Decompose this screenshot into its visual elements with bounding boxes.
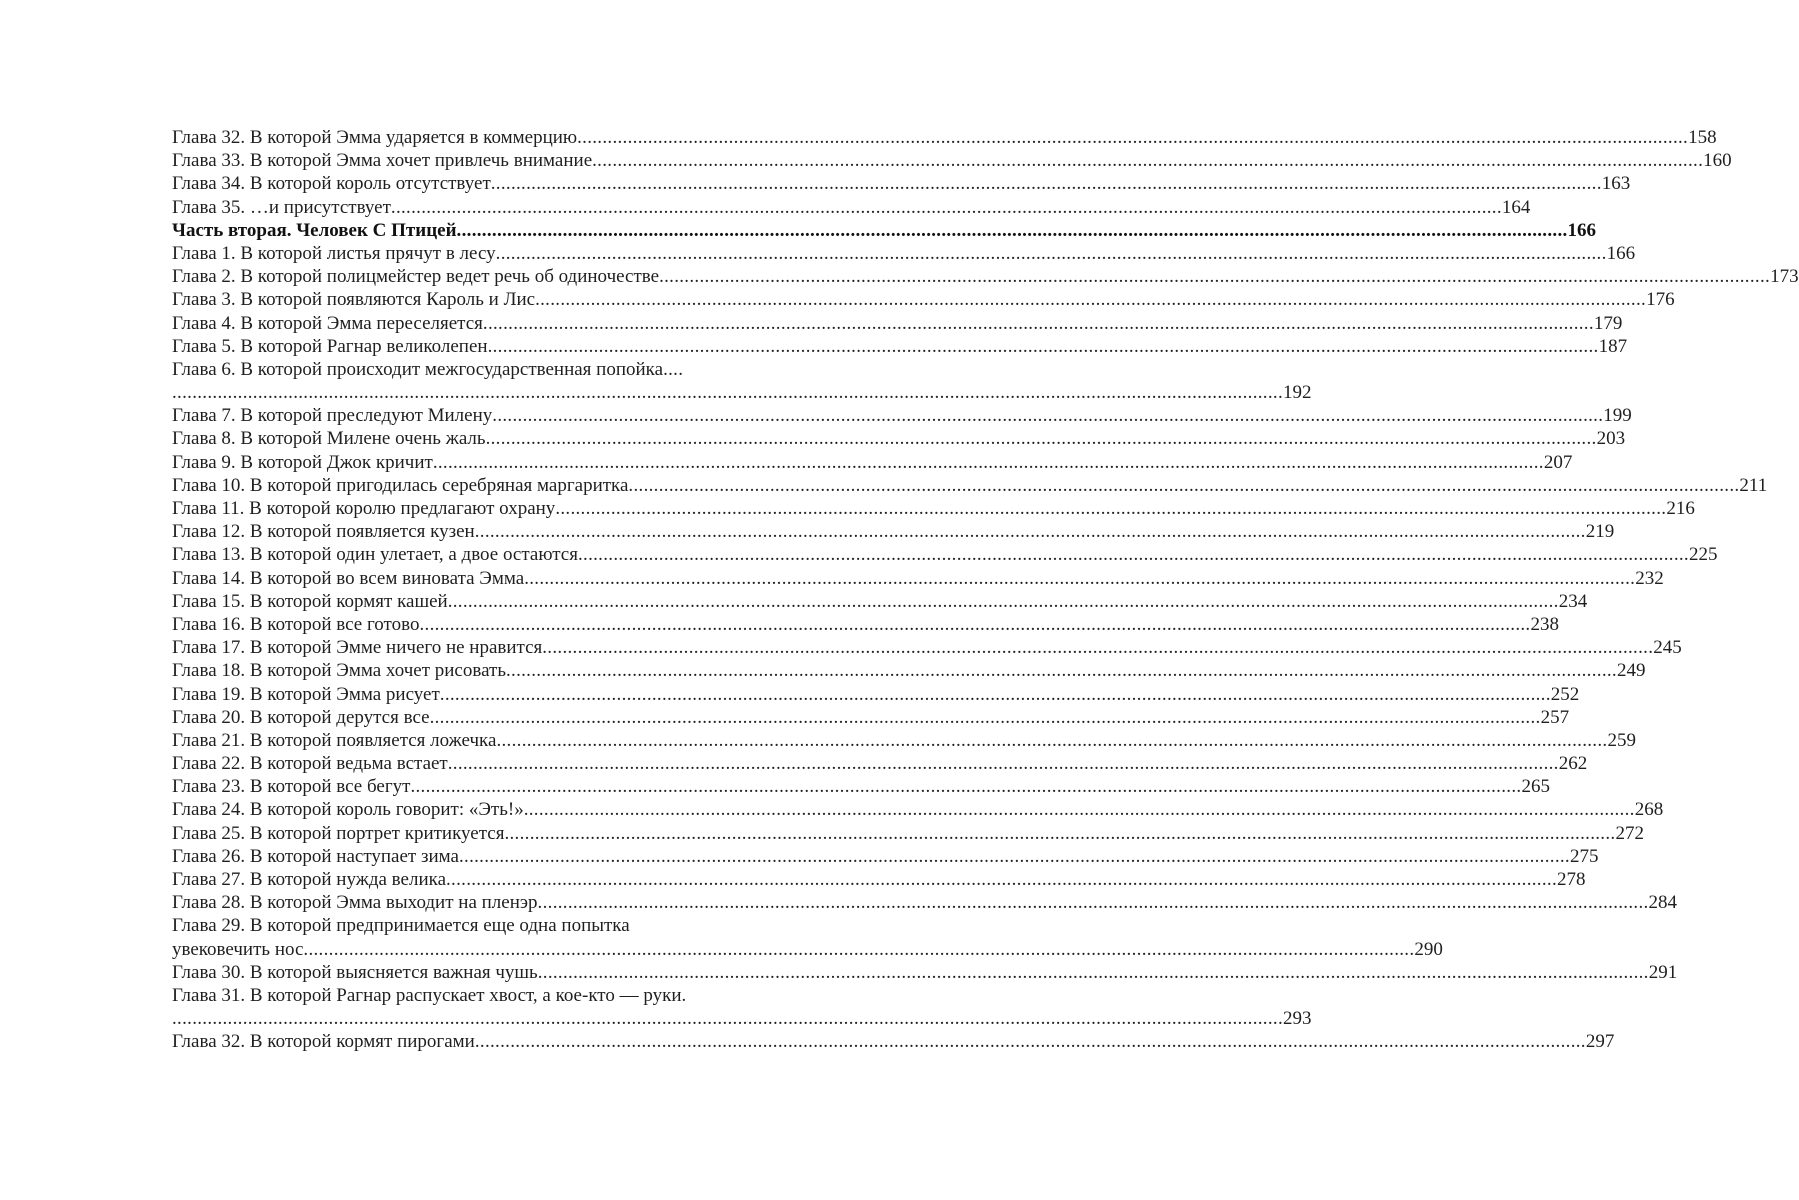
toc-entry <box>172 451 1573 475</box>
toc-entry <box>172 150 1732 173</box>
toc-entry-title: Глава 32. В которой Эмма ударяется в коммерцию <box>172 127 578 148</box>
toc-dot-leader: ............................................................................................................................................................................................................................ <box>419 613 1531 635</box>
toc-entry-title: Глава 7. В которой преследуют Милену <box>172 405 493 427</box>
toc-page-number: 259 <box>1607 729 1636 751</box>
toc-page-number: 211 <box>1739 474 1768 496</box>
toc-entry-title: Глава 30. В которой выясняется важная чушь <box>172 961 538 983</box>
table-of-contents <box>172 127 1799 1055</box>
toc-entry-title: Глава 18. В которой Эмма хочет рисовать <box>172 660 506 682</box>
toc-dot-leader: ............................................................................................................................................................................................................................ <box>523 799 1635 821</box>
toc-dot-leader: ............................................................................................................................................................................................................................ <box>458 845 1570 867</box>
toc-page-number: 207 <box>1543 451 1573 473</box>
toc-entry-title: Глава 2. В которой полицмейстер ведет речь об одиночестве <box>172 266 660 288</box>
toc-entry <box>172 196 1531 220</box>
toc-entry-title: Глава 33. В которой Эмма хочет привлечь внимание <box>172 150 593 172</box>
toc-dot-leader: ............................................................................................................................................................................................................................ <box>490 173 1602 195</box>
toc-entry <box>172 266 1799 289</box>
toc-page-number: 284 <box>1648 892 1678 914</box>
toc-dot-leader: ............................................................................................................................................................................................................................ <box>492 405 1604 427</box>
toc-entry-title: увековечить нос <box>172 938 304 960</box>
toc-dot-leader: ............................................................................................................................................................................................................................ <box>172 382 1283 404</box>
toc-entry <box>172 938 1443 962</box>
toc-page-number: 187 <box>1598 335 1628 357</box>
toc-entry <box>172 382 1312 405</box>
toc-entry-title: Глава 35. …и присутствует <box>172 196 391 218</box>
toc-dot-leader: ............................................................................................................................................................................................................................ <box>537 961 1649 983</box>
toc-dot-leader: ............................................................................................................................................................................................................................ <box>474 521 1586 543</box>
toc-entry-title: Глава 34. В которой король отсутствует <box>172 173 491 195</box>
toc-page-number: 160 <box>1703 150 1732 172</box>
toc-entry <box>172 544 1718 567</box>
toc-page-number: 158 <box>1688 127 1717 148</box>
toc-entry <box>172 753 1588 776</box>
toc-entry <box>172 474 1768 498</box>
toc-dot-leader: ............................................................................................................................................................................................................................ <box>447 590 1559 612</box>
toc-dot-leader: ............................................................................................................................................................................................................................ <box>482 312 1594 334</box>
toc-entry-title: Глава 4. В которой Эмма переселяется <box>172 312 483 334</box>
toc-entry <box>172 822 1644 846</box>
toc-entry <box>172 359 758 382</box>
toc-dot-leader: ............................................................................................................................................................................................................................ <box>447 753 1559 775</box>
toc-entry-title: Глава 9. В которой Джок кричит <box>172 451 433 473</box>
toc-page-number: 249 <box>1616 660 1646 682</box>
toc-entry <box>172 173 1631 196</box>
toc-dot-leader: ............................................................................................................................................................................................................................ <box>485 428 1597 450</box>
toc-page-number: 275 <box>1569 845 1599 867</box>
toc-entry-title: Глава 8. В которой Милене очень жаль <box>172 428 486 450</box>
toc-page-number: 278 <box>1557 869 1586 890</box>
toc-entry-title: Глава 32. В которой кормят пирогами <box>172 1031 475 1053</box>
toc-entry-title: Глава 28. В которой Эмма выходит на пленэр <box>172 892 538 914</box>
toc-entry <box>172 869 1586 892</box>
toc-entry <box>172 1008 1312 1031</box>
toc-page-number: 297 <box>1585 1031 1615 1053</box>
toc-dot-leader: ............................................................................................................................................................................................................................ <box>542 637 1654 659</box>
toc-page-number: 176 <box>1646 289 1675 311</box>
toc-dot-leader: ............................................................................................................................................................................................................................ <box>628 474 1740 496</box>
toc-dot-leader: ............................................................................................................................................................................................................................ <box>456 219 1568 241</box>
toc-entry <box>172 985 758 1008</box>
toc-page-number: 232 <box>1635 567 1664 589</box>
toc-dot-leader: .... <box>663 358 684 380</box>
toc-entry <box>172 683 1580 707</box>
toc-dot-leader: ............................................................................................................................................................................................................................ <box>390 196 1502 218</box>
toc-entry-title: Глава 23. В которой все бегут <box>172 776 411 798</box>
toc-page-number: 225 <box>1688 544 1718 566</box>
toc-dot-leader: ............................................................................................................................................................................................................................ <box>303 938 1415 960</box>
toc-entry <box>172 729 1636 753</box>
toc-page-number: 262 <box>1558 753 1588 775</box>
toc-page-number: 245 <box>1653 637 1682 659</box>
toc-entry-title: Глава 5. В которой Рагнар великолепен <box>172 335 488 357</box>
toc-entry-title: Глава 22. В которой ведьма встает <box>172 753 448 775</box>
toc-entry-title: Глава 17. В которой Эмме ничего не нравится <box>172 637 543 659</box>
toc-page-number: 272 <box>1615 822 1644 844</box>
toc-entry-title: Глава 20. В которой дерутся все <box>172 706 430 728</box>
toc-entry <box>172 845 1599 869</box>
toc-entry <box>172 961 1678 985</box>
toc-dot-leader: ............................................................................................................................................................................................................................ <box>429 706 1541 728</box>
toc-entry-title: Глава 24. В которой король говорит: «Эть!» <box>172 799 524 821</box>
toc-page-number: 164 <box>1501 196 1531 218</box>
toc-entry-title: Глава 3. В которой появляются Кароль и Лис <box>172 289 536 311</box>
toc-entry <box>172 637 1682 660</box>
toc-page-number: 166 <box>1567 219 1597 241</box>
toc-part-heading <box>172 219 1597 243</box>
toc-entry-title: Глава 10. В которой пригодилась серебряная маргаритка <box>172 474 629 496</box>
toc-entry-title: Глава 14. В которой во всем виновата Эмма <box>172 567 525 589</box>
toc-entry-title: Глава 1. В которой листья прячут в лесу <box>172 242 496 264</box>
toc-entry-title: Глава 21. В которой появляется ложечка <box>172 729 497 751</box>
toc-page-number: 203 <box>1596 428 1626 450</box>
toc-entry-title: Глава 26. В которой наступает зима <box>172 845 459 867</box>
toc-dot-leader: ............................................................................................................................................................................................................................ <box>537 892 1649 914</box>
toc-entry <box>172 498 1695 521</box>
toc-page-number: 219 <box>1585 521 1615 543</box>
toc-entry <box>172 242 1636 266</box>
toc-entry-title: Часть вторая. Человек С Птицей <box>172 219 457 241</box>
toc-dot-leader: ............................................................................................................................................................................................................................ <box>505 660 1617 682</box>
toc-entry-title: Глава 13. В которой один улетает, а двое остаются <box>172 544 578 566</box>
toc-dot-leader: . <box>681 984 687 1006</box>
toc-entry-title: Глава 15. В которой кормят кашей <box>172 590 448 612</box>
toc-dot-leader: ............................................................................................................................................................................................................................ <box>592 150 1704 172</box>
toc-page-number: 290 <box>1414 938 1443 960</box>
toc-dot-leader: ............................................................................................................................................................................................................................ <box>487 335 1599 357</box>
toc-entry <box>172 289 1675 312</box>
toc-dot-leader: ............................................................................................................................................................................................................................ <box>495 242 1607 264</box>
toc-entry <box>172 613 1559 637</box>
toc-page-number: 238 <box>1530 613 1559 635</box>
toc-dot-leader: ............................................................................................................................................................................................................................ <box>504 822 1616 844</box>
toc-dot-leader: ............................................................................................................................................................................................................................ <box>410 776 1522 798</box>
toc-dot-leader: ............................................................................................................................................................................................................................ <box>524 567 1636 589</box>
toc-dot-leader: ............................................................................................................................................................................................................................ <box>555 498 1667 519</box>
toc-dot-leader: ............................................................................................................................................................................................................................ <box>432 451 1544 473</box>
toc-dot-leader: ............................................................................................................................................................................................................................ <box>439 683 1551 705</box>
toc-entry <box>172 799 1664 822</box>
toc-entry-title: Глава 16. В которой все готово <box>172 613 420 635</box>
toc-entry <box>172 521 1615 544</box>
toc-dot-leader: ............................................................................................................................................................................................................................ <box>446 869 1557 890</box>
toc-entry <box>172 892 1678 915</box>
toc-dot-leader: ............................................................................................................................................................................................................................ <box>172 1008 1283 1030</box>
toc-dot-leader: ............................................................................................................................................................................................................................ <box>659 266 1771 288</box>
toc-page-number: 257 <box>1540 706 1570 728</box>
toc-entry-title: Глава 6. В которой происходит межгосударственная попойка <box>172 358 664 380</box>
toc-page-number: 291 <box>1648 961 1678 983</box>
toc-entry-title: Глава 29. В которой предпринимается еще одна попытка <box>172 915 630 937</box>
toc-page-number: 166 <box>1606 242 1636 264</box>
toc-entry-title: Глава 31. В которой Рагнар распускает хвост, а кое-кто — руки <box>172 984 682 1006</box>
toc-entry <box>172 127 1717 150</box>
toc-entry <box>172 1031 1615 1054</box>
toc-page-number: 252 <box>1550 683 1580 705</box>
toc-entry <box>172 590 1588 614</box>
toc-page-number: 234 <box>1558 590 1588 612</box>
toc-entry <box>172 915 758 938</box>
toc-dot-leader: ............................................................................................................................................................................................................................ <box>496 729 1608 751</box>
toc-page-number: 268 <box>1634 799 1664 821</box>
toc-entry <box>172 335 1628 359</box>
toc-entry <box>172 660 1646 683</box>
toc-page-number: 192 <box>1283 382 1312 404</box>
toc-entry-title: Глава 12. В которой появляется кузен <box>172 521 475 543</box>
toc-entry-title: Глава 27. В которой нужда велика <box>172 869 446 890</box>
toc-page-number: 265 <box>1521 776 1550 798</box>
toc-entry-title: Глава 25. В которой портрет критикуется <box>172 822 505 844</box>
toc-entry <box>172 428 1626 451</box>
toc-entry <box>172 312 1623 336</box>
toc-page-number: 179 <box>1593 312 1623 334</box>
toc-page-number: 293 <box>1283 1008 1312 1030</box>
toc-page-number: 199 <box>1603 405 1632 427</box>
toc-entry <box>172 776 1550 799</box>
toc-entry <box>172 706 1570 730</box>
toc-entry-title: Глава 19. В которой Эмма рисует <box>172 683 440 705</box>
toc-page-number: 216 <box>1666 498 1695 519</box>
toc-dot-leader: ............................................................................................................................................................................................................................ <box>535 289 1647 311</box>
toc-dot-leader: ............................................................................................................................................................................................................................ <box>577 127 1689 148</box>
toc-page-number: 163 <box>1601 173 1631 195</box>
toc-page-number: 173 <box>1770 266 1799 288</box>
toc-entry-title: Глава 11. В которой королю предлагают охрану <box>172 498 556 519</box>
toc-entry <box>172 567 1664 591</box>
toc-dot-leader: ............................................................................................................................................................................................................................ <box>474 1031 1586 1053</box>
toc-entry <box>172 405 1632 428</box>
toc-dot-leader: ............................................................................................................................................................................................................................ <box>577 544 1689 566</box>
